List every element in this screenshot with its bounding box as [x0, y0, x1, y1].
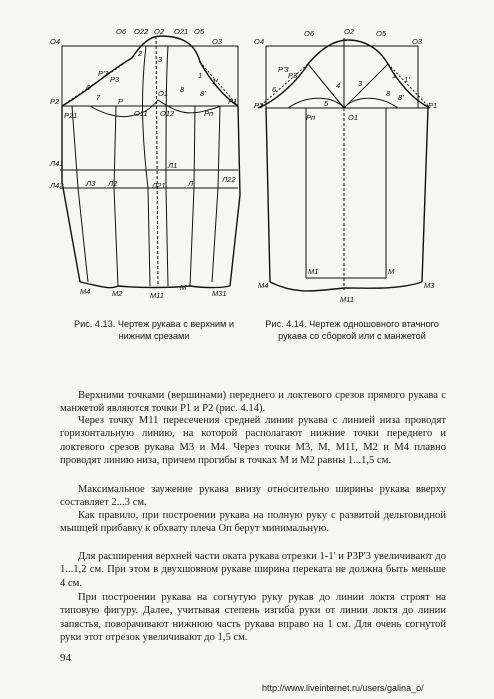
label: O2 [344, 27, 355, 36]
figure-4-14-sleeve-draft [248, 20, 448, 320]
label: P21 [64, 111, 78, 120]
label: 8' [398, 93, 404, 102]
label: O2 [154, 27, 165, 36]
label: O1 [348, 113, 359, 122]
label: Л1 [168, 161, 178, 170]
label: O4 [50, 37, 61, 46]
label: O11 [134, 109, 148, 118]
label: M4 [258, 281, 269, 290]
label: Pп [204, 109, 214, 118]
label: 8 [180, 85, 185, 94]
label: M [388, 267, 395, 276]
label: O6 [116, 27, 127, 36]
label: Л [188, 179, 194, 188]
label: O12 [160, 109, 175, 118]
label: Л42 [50, 181, 64, 190]
label: O3 [412, 37, 423, 46]
label: 3 [358, 79, 363, 88]
label: Л3 [86, 179, 96, 188]
label: P'3 [98, 69, 109, 78]
label: Л22 [222, 175, 236, 184]
label: O1 [158, 89, 169, 98]
label: P2 [254, 101, 264, 110]
label: M4 [80, 287, 91, 296]
label: M [180, 283, 187, 292]
label: 1' [404, 75, 410, 84]
figure-caption: Рис. 4.14. Чертеж одношовного втачного рукава со сборкой или с манжетой [265, 319, 439, 341]
label: 5 [324, 99, 329, 108]
label: 1' [212, 77, 218, 86]
paragraph: Как правило, при построении рукава на полную руку с развитой дельтовидной мышцей прибавку к обхвату плеча Oп берут минимальную. [60, 509, 446, 535]
label: O4 [254, 37, 265, 46]
label: O5 [376, 29, 387, 38]
label: Л2 [108, 179, 118, 188]
label: M11 [150, 291, 165, 300]
label: 2 [138, 49, 143, 58]
label: M1 [308, 267, 319, 276]
label: P [118, 97, 124, 106]
label: O22 [134, 27, 149, 36]
label: 7 [96, 93, 101, 102]
label: 6 [272, 85, 277, 94]
label: 8 [386, 89, 391, 98]
label: 4 [336, 81, 341, 90]
figure-4-13-sleeve-draft [50, 20, 250, 320]
label: P1 [428, 101, 438, 110]
label: Л21 [152, 181, 166, 190]
label: O21 [174, 27, 189, 36]
label: O6 [304, 29, 315, 38]
label: O3 [212, 37, 223, 46]
label: P3 [110, 75, 120, 84]
figure-caption: Рис. 4.13. Чертеж рукава с верхним и нижним срезами [73, 319, 235, 341]
sleeve-draft-one-seam-svg [248, 20, 448, 320]
label: P'3 [278, 65, 289, 74]
label: M11 [340, 295, 355, 304]
label: Pп [306, 113, 316, 122]
page-number: 94 [60, 652, 71, 664]
paragraph: Для расширения верхней части оката рукава отрезки 1-1' и P3P'3 увеличивают до 1...1,2 см. При этом в двухшовном рукаве ширина переката не должна быть меньше 4 см. [60, 550, 446, 589]
label: M2 [112, 289, 123, 298]
footer-url: http://www.liveinternet.ru/users/galina_o/ [262, 683, 424, 693]
label: Л41 [50, 159, 64, 168]
label: M3 [424, 281, 435, 290]
paragraph: При построении рукава на согнутую руку рукав до линии локтя строят на типовую фигуру. Далее, учитывая степень изгиба руки от линии локтя до линии запястья, поворачивают нижнюю часть рукава вправо на 1 см. Для очень согнутой руки этот отрезок увеличивают до 1,5 см. [60, 591, 446, 644]
label: 1 [198, 71, 203, 80]
label: 6 [86, 83, 91, 92]
paragraph: Через точку M11 пересечения средней линии рукава с линией низа проводят горизонтальную линию, на которой располагают нижние точки переднего и локтевого срезов рукава M3 и M4. Через точки M3, M, M11, M2 и M4 плавно проводят линию низа, причем прогибы в точках M и M2 равны 1...1,5 см. [60, 414, 446, 467]
label: 3 [158, 55, 163, 64]
label: 1 [392, 71, 397, 80]
sleeve-draft-two-seam-svg [50, 20, 250, 320]
label: P3 [288, 71, 298, 80]
label: M31 [212, 289, 227, 298]
label: P2 [50, 97, 60, 106]
paragraph: Верхними точками (вершинами) переднего и локтевого срезов прямого рукава с манжетой являются точки P1 и P2 (рис. 4.14). [60, 389, 446, 415]
label: O5 [194, 27, 205, 36]
paragraph: Максимальное заужение рукава внизу относительно ширины рукава вверху составляет 2...3 см. [60, 483, 446, 509]
label: P1 [228, 97, 238, 106]
label: 8' [200, 89, 206, 98]
